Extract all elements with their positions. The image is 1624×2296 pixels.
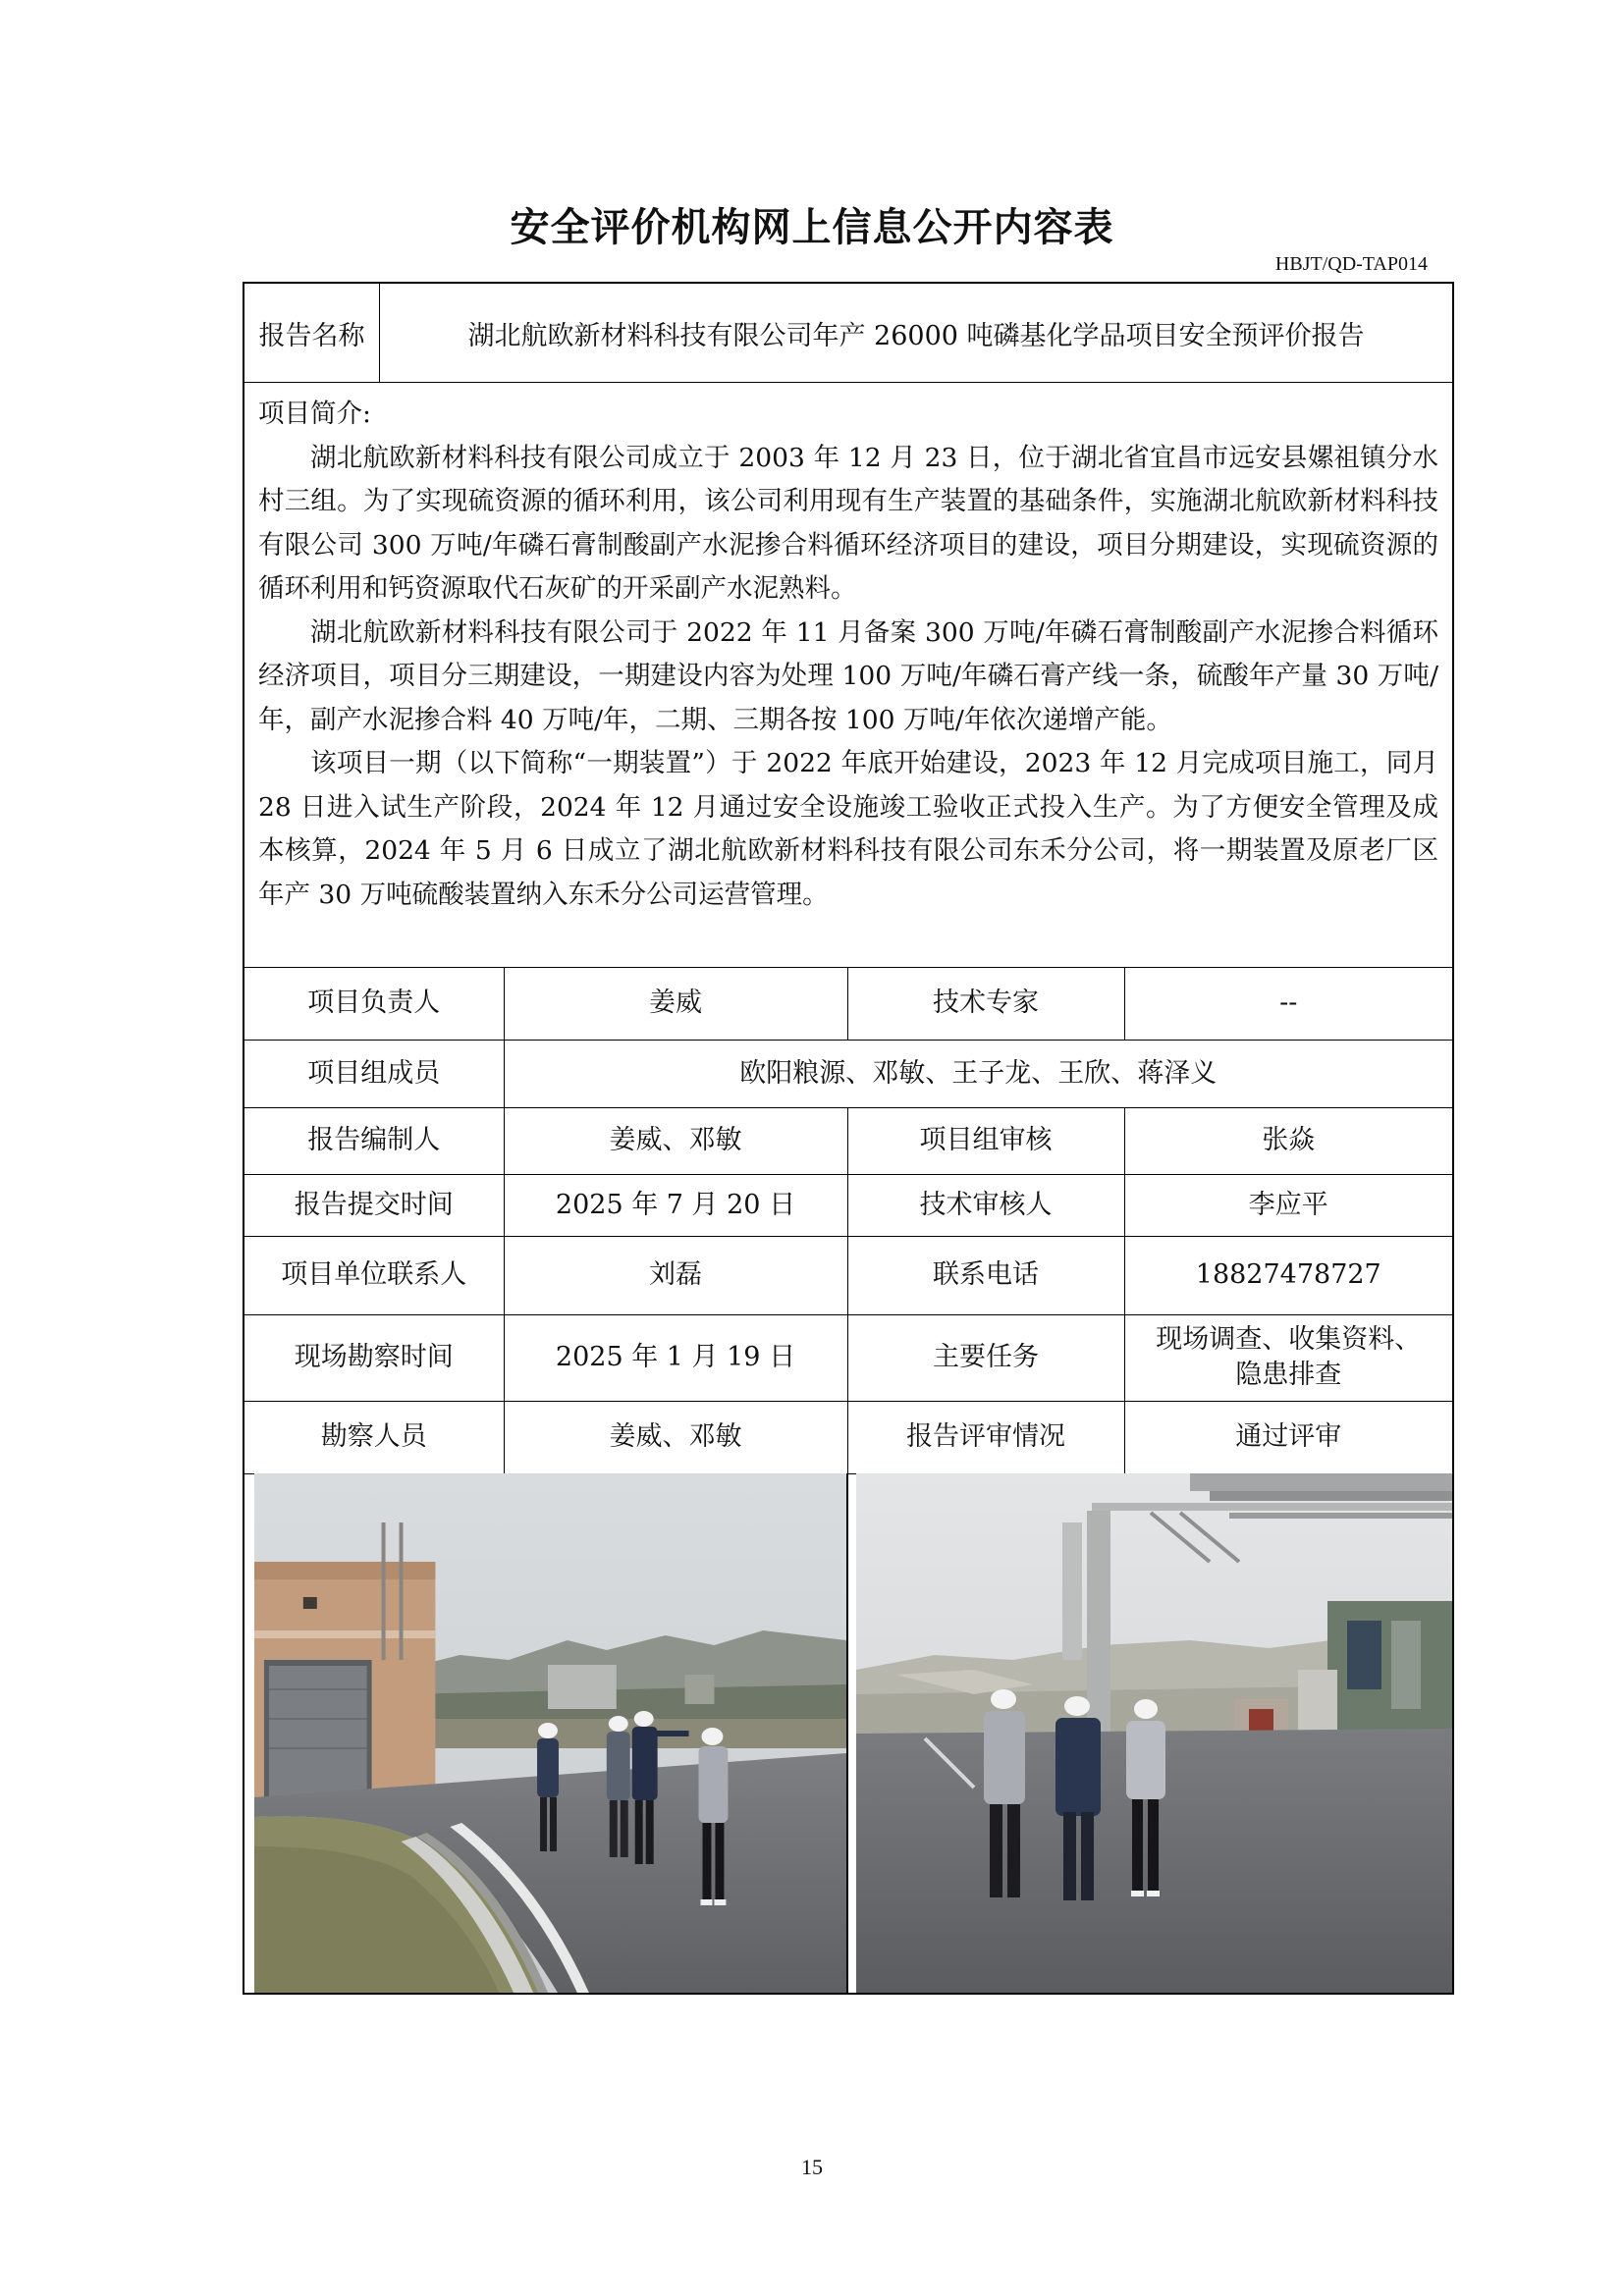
phone-label: 联系电话: [847, 1236, 1124, 1314]
contact-label: 项目单位联系人: [244, 1236, 504, 1314]
surveyors-label: 勘察人员: [244, 1401, 504, 1473]
main-task-line-1: 现场调查、收集资料、: [1156, 1324, 1422, 1355]
intro-paragraph-2: 湖北航欧新材料科技有限公司于 2022 年 11 月备案 300 万吨/年磷石膏制酸副产水泥掺合料循环经济项目，项目分三期建设，一期建设内容为处理 100 万吨/年磷石膏产线一条，硫酸年产量 30 万吨/年，副产水泥掺合料 40 万吨/年，二期、三期各按 100 万吨/年依次递增产能。: [258, 616, 1438, 735]
review-status-value: 通过评审: [1124, 1401, 1452, 1473]
report-name-label: 报告名称: [244, 284, 380, 382]
submit-time-label: 报告提交时间: [244, 1174, 504, 1236]
survey-time-value: 2025 年 1 月 19 日: [504, 1314, 847, 1401]
report-name-row: [244, 284, 1452, 383]
tech-reviewer-value: 李应平: [1124, 1174, 1452, 1236]
project-leader-label: 项目负责人: [244, 968, 504, 1040]
team-review-value: 张焱: [1124, 1107, 1452, 1174]
tech-expert-label: 技术专家: [847, 968, 1124, 1040]
phone-value: 18827478727: [1124, 1236, 1452, 1314]
document-code: HBJT/QD-TAP014: [1274, 253, 1428, 275]
report-name-value: 湖北航欧新材料科技有限公司年产 26000 吨磷基化学品项目安全预评价报告: [467, 320, 1365, 351]
main-task-line-2: 隐患排查: [1235, 1360, 1342, 1390]
team-members-value: 欧阳粮源、邓敏、王子龙、王欣、蒋泽义: [504, 1040, 1452, 1107]
site-photo-right: [856, 1473, 1452, 1993]
contact-value: 刘磊: [504, 1236, 847, 1314]
project-intro-heading: 项目简介:: [258, 399, 371, 429]
intro-paragraph-1: 湖北航欧新材料科技有限公司成立于 2003 年 12 月 23 日，位于湖北省宜昌市远安县嫘祖镇分水村三组。为了实现硫资源的循环利用，该公司利用现有生产装置的基础条件，实施湖北航欧新材料科技有限公司 300 万吨/年磷石膏制酸副产水泥掺合料循环经济项目的建设，项目分期建设，实现硫资源的循环利用和钙资源取代石灰矿的开采副产水泥熟料。: [258, 442, 1438, 604]
intro-paragraph-3: 该项目一期（以下简称“一期装置”）于 2022 年底开始建设，2023 年 12 月完成项目施工，同月 28 日进入试生产阶段，2024 年 12 月通过安全设施竣工验收正式投入生产。为了方便安全管理及成本核算，2024 年 5 月 6 日成立了湖北航欧新材料科技有限公司东禾分公司，将一期装置及原老厂区年产 30 万吨硫酸装置纳入东禾分公司运营管理。: [258, 748, 1438, 910]
submit-time-value: 2025 年 7 月 20 日: [504, 1174, 847, 1236]
table-row: [244, 1107, 1452, 1174]
table-row: [244, 968, 1452, 1040]
table-row: [244, 1174, 1452, 1236]
survey-time-label: 现场勘察时间: [244, 1314, 504, 1401]
table-row: [244, 1236, 1452, 1314]
info-form: [243, 282, 1454, 1995]
site-photo-right-image: [856, 1473, 1452, 1993]
team-review-label: 项目组审核: [847, 1107, 1124, 1174]
report-author-value: 姜威、邓敏: [504, 1107, 847, 1174]
report-author-label: 报告编制人: [244, 1107, 504, 1174]
project-info-table: [244, 968, 1452, 1474]
table-row: [244, 1314, 1452, 1401]
review-status-label: 报告评审情况: [847, 1401, 1124, 1473]
tech-reviewer-label: 技术审核人: [847, 1174, 1124, 1236]
surveyors-value: 姜威、邓敏: [504, 1401, 847, 1473]
document-title: 安全评价机构网上信息公开内容表: [510, 205, 1114, 250]
site-photos: [244, 1473, 1452, 1993]
project-leader-value: 姜威: [504, 968, 847, 1040]
table-row: [244, 1040, 1452, 1107]
project-intro: [244, 383, 1452, 968]
main-task-label: 主要任务: [847, 1314, 1124, 1401]
team-members-label: 项目组成员: [244, 1040, 504, 1107]
table-row: [244, 1401, 1452, 1473]
site-photo-left: [254, 1473, 848, 1993]
tech-expert-value: --: [1124, 968, 1452, 1040]
page-number: 15: [801, 2155, 823, 2179]
main-task-value: [1124, 1314, 1452, 1401]
site-photo-left-image: [254, 1473, 846, 1993]
